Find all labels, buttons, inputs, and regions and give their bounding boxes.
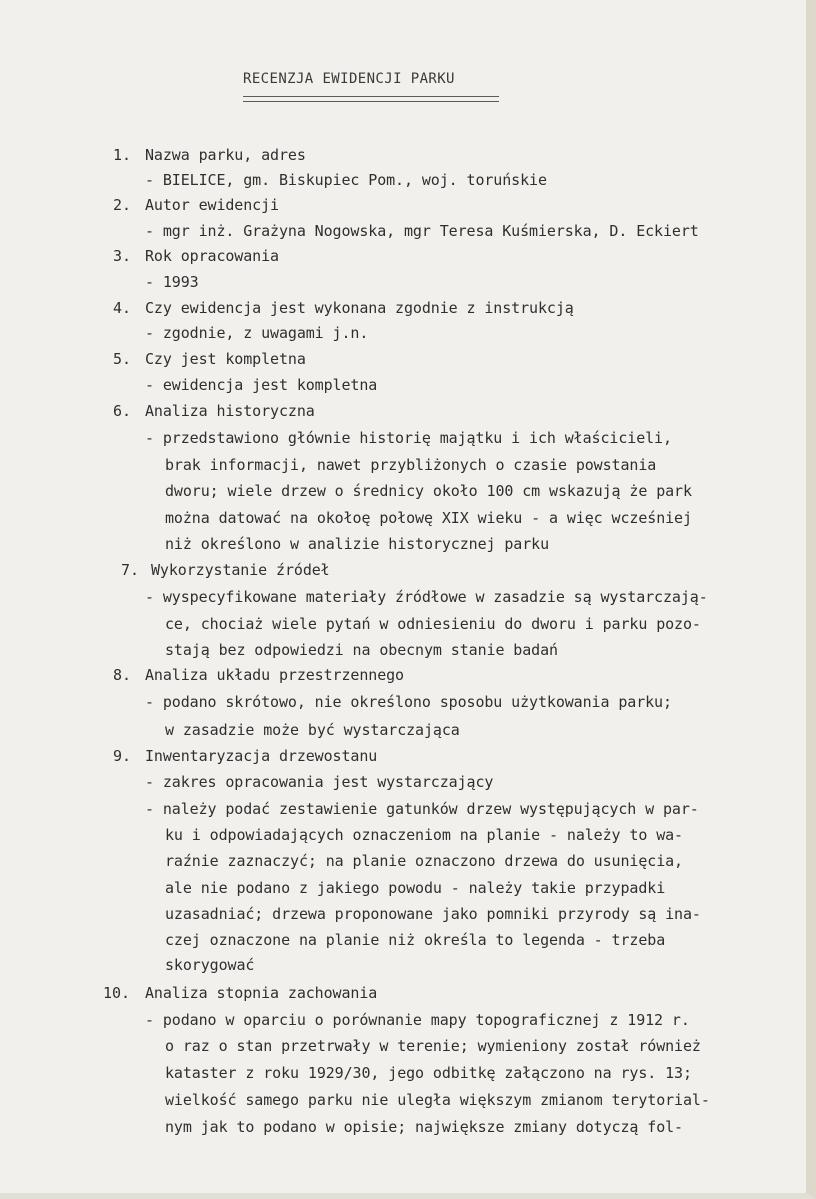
section-text-line: - ewidencja jest kompletna (145, 376, 378, 394)
document-title: RECENZJA EWIDENCJI PARKU (243, 71, 455, 87)
section-text-line: czej oznaczone na planie niż określa to legenda - trzeba (165, 931, 666, 949)
section-heading: Inwentaryzacja drzewostanu (145, 747, 378, 765)
section-text-line: ce, chociaż wiele pytań w odniesieniu do dworu i parku pozo- (165, 615, 701, 633)
section-text-line: uzasadniać; drzewa proponowane jako pomniki przyrody są ina- (165, 905, 701, 923)
section-text-line: o raz o stan przetrwały w terenie; wymieniony został również (165, 1037, 701, 1055)
section-text-line: - przedstawiono głównie historię majątku i ich właścicieli, (145, 429, 672, 447)
section-text-line: raźnie zaznaczyć; na planie oznaczono drzewa do usunięcia, (165, 852, 683, 870)
section-text-line: w zasadzie może być wystarczająca (165, 721, 460, 739)
section-text-line: kataster z roku 1929/30, jego odbitkę załączono na rys. 13; (165, 1064, 692, 1082)
section-text-line: skorygować (165, 956, 255, 974)
section-text-line: nym jak to podano w opisie; największe zmiany dotyczą fol- (165, 1118, 683, 1136)
section-heading: Wykorzystanie źródeł (151, 561, 330, 579)
section-text-line: - zgodnie, z uwagami j.n. (145, 324, 369, 342)
section-text-line: - podano skrótowo, nie określono sposobu użytkowania parku; (145, 693, 672, 711)
section-heading: Autor ewidencji (145, 196, 279, 214)
section-number: 1. (113, 146, 132, 164)
section-text-line: stają bez odpowiedzi na obecnym stanie badań (165, 641, 558, 659)
section-text-line: - BIELICE, gm. Biskupiec Pom., woj. toruńskie (145, 171, 547, 189)
section-number: 4. (113, 299, 132, 317)
section-text-line: niż określono w analizie historycznej parku (165, 535, 550, 553)
section-heading: Czy ewidencja jest wykonana zgodnie z instrukcją (145, 299, 574, 317)
section-heading: Nazwa parku, adres (145, 146, 306, 164)
section-heading: Rok opracowania (145, 247, 279, 265)
section-text-line: - 1993 (145, 273, 199, 291)
title-underline (243, 96, 499, 102)
section-number: 8. (113, 666, 132, 684)
section-text-line: brak informacji, nawet przybliżonych o czasie powstania (165, 456, 657, 474)
section-number: 10. (103, 984, 131, 1002)
section-number: 2. (113, 196, 132, 214)
section-text-line: ale nie podano z jakiego powodu - należy takie przypadki (165, 879, 666, 897)
section-text-line: - mgr inż. Grażyna Nogowska, mgr Teresa Kuśmierska, D. Eckiert (145, 222, 699, 240)
section-text-line: - zakres opracowania jest wystarczający (145, 773, 494, 791)
section-number: 7. (121, 561, 140, 579)
section-text-line: - podano w oparciu o porównanie mapy topograficznej z 1912 r. (145, 1011, 690, 1029)
section-heading: Czy jest kompletna (145, 350, 306, 368)
section-text-line: wielkość samego parku nie uległa większym zmianom terytorial- (165, 1091, 710, 1109)
section-heading: Analiza historyczna (145, 402, 315, 420)
section-text-line: ku i odpowiadających oznaczeniom na planie - należy to wa- (165, 826, 683, 844)
section-heading: Analiza układu przestrzennego (145, 666, 404, 684)
section-number: 9. (113, 747, 132, 765)
section-text-line: - należy podać zestawienie gatunków drzew występujących w par- (145, 800, 699, 818)
section-text-line: - wyspecyfikowane materiały źródłowe w zasadzie są wystarczają- (145, 588, 708, 606)
section-heading: Analiza stopnia zachowania (145, 984, 378, 1002)
section-number: 5. (113, 350, 132, 368)
section-text-line: można datować na okołoę połowę XIX wieku - a więc wcześniej (165, 509, 692, 527)
section-number: 3. (113, 247, 132, 265)
section-text-line: dworu; wiele drzew o średnicy około 100 cm wskazują że park (165, 482, 692, 500)
section-number: 6. (113, 402, 132, 420)
